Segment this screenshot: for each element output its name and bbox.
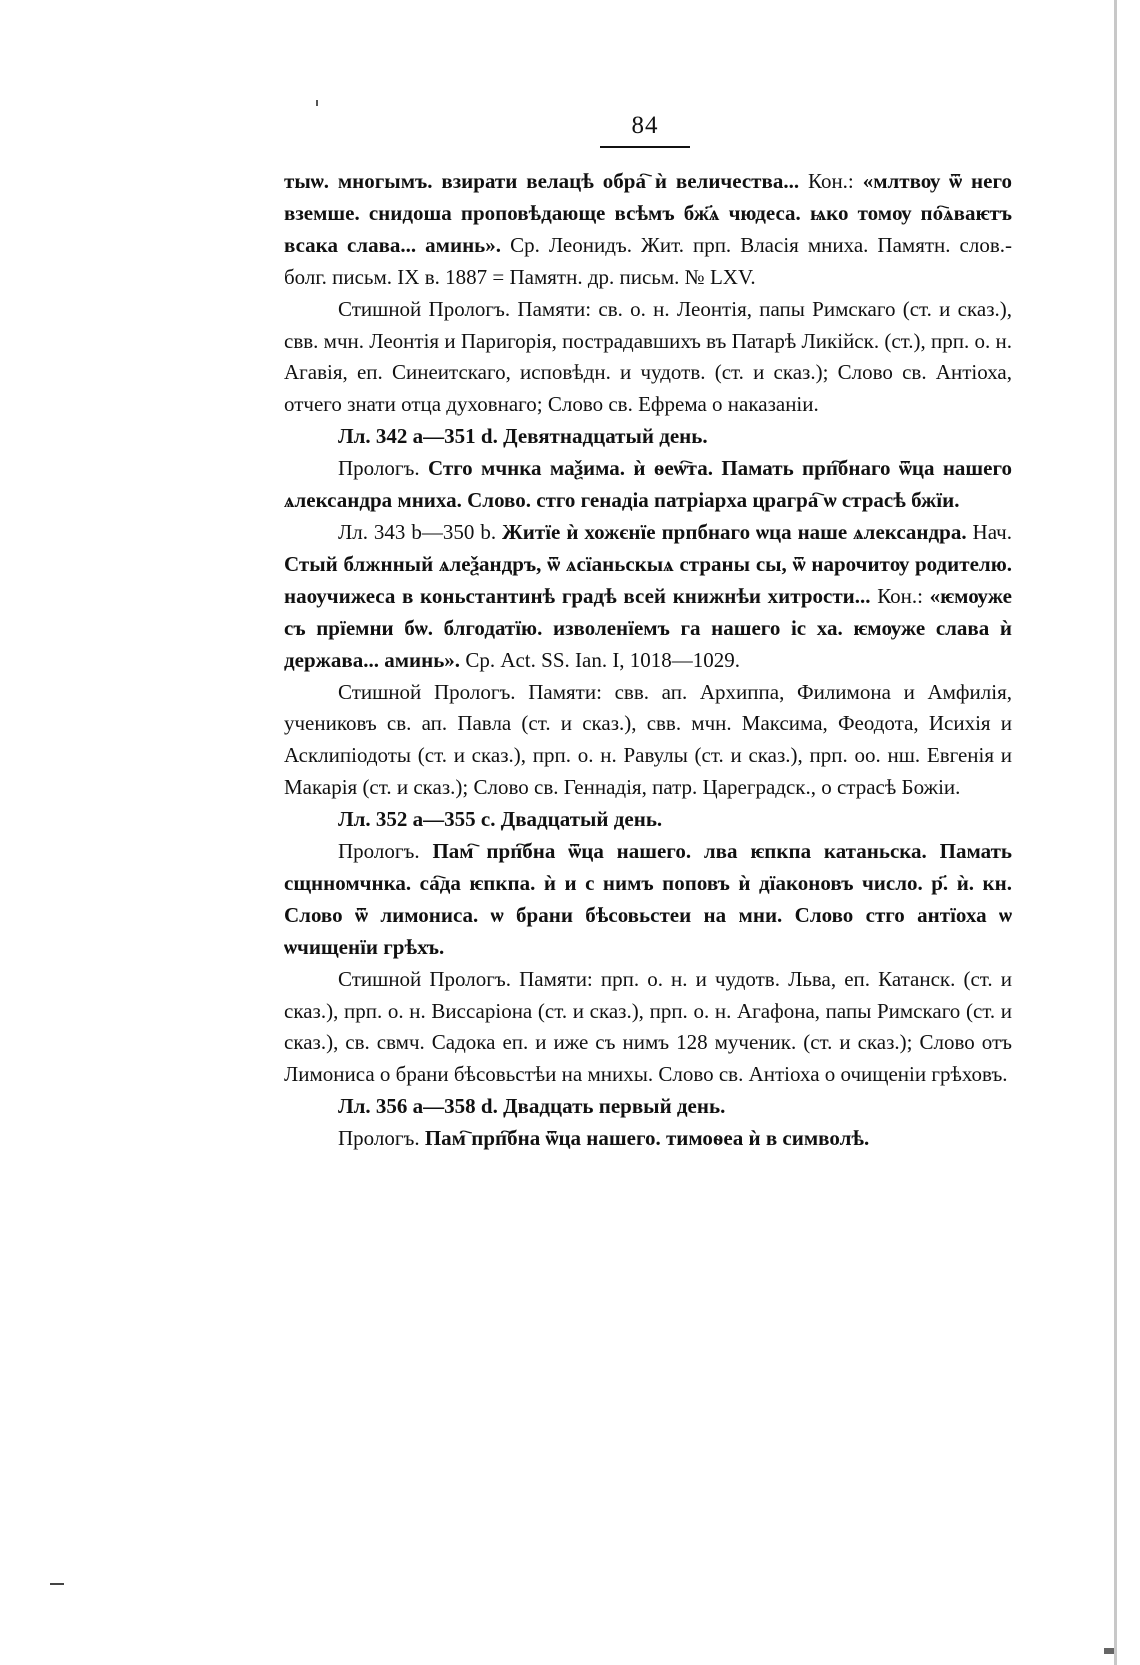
paragraph [284,964,1012,1092]
paragraph [284,294,1012,422]
text-run: Кон.: [807,169,863,193]
paragraph [284,836,1012,964]
church-slavonic-text: «млтвѹ ѿ него вземше. снидоша проповѣдающе всѣмъ бж҃ѧ чюдеса. ѩко томѹ по҇ѧваѥтъ всака слава... аминь». [284,169,1012,257]
church-slavonic-text: Пам҇ прп҇бна ѿца нашего. лва ѥпкпа катаньска. Памать сщнномчнка. са҇да ѥпкпа. ѝ и с нимъ поповъ ѝ дїаконовъ число. р҃. ѝ. кн. Слово ѿ лимониса. ѡ брани бѣсовьстеи на мни. Слово стго антїоха ѡ ѡчищенїи грѣхъ. [284,839,1013,959]
text-run: Прологъ. [338,839,433,864]
section-heading [284,421,1012,453]
page-number: 84 [631,112,659,139]
text-run: Лл. 352 a—355 c. Двадцатый день. [338,807,663,832]
paragraph [284,517,1012,677]
scan-speck [316,100,318,106]
church-slavonic-text: тыѡ. многымъ. взирати велацѣ обра҇ ѝ величества... [284,169,808,193]
section-heading [284,804,1012,836]
text-run: Лл. 356 a—358 d. Двадцать первый день. [338,1094,726,1119]
text-run: Стишной Прологъ. Памяти: прп. о. н. и чудотв. Льва, еп. Катанск. (ст. и сказ.), прп. о. н. Виссаріона (ст. и сказ.), прп. о. н. Агафона, папы Римскаго (ст. и сказ.), св. свмч. Садока еп. и иже съ нимъ 128 мученик. (ст. и сказ.); Слово отъ Лимониса о брани бѣсовьстѣи на мнихы. Слово св. Антіоха о очищеніи грѣховъ. [284,966,1012,1087]
scan-speck [1104,1648,1114,1654]
text-run: Лл. 343 b—350 b. [338,519,503,544]
paragraph [284,166,1012,294]
text-run: Лл. 342 a—351 d. Девятнадцатый день. [338,424,708,449]
church-slavonic-text: Житїе ѝ хожєнїе прпбнаго ѡца наше ѧлександра. [502,519,967,544]
header-rule [600,146,690,148]
section-heading [284,1091,1012,1123]
body-text [284,166,1012,1155]
text-run: Кон.: [870,583,930,608]
text-run: Нач. [966,519,1012,544]
text-run: Стишной Прологъ. Памяти: св. о. н. Леонтія, папы Римскаго (ст. и сказ.), свв. мчн. Леонтія и Паригорія, пострадавшихъ въ Патарѣ Ликійск. (ст.), прп. о. н. Агавія, еп. Синеитскаго, исповѣдн. и чудотв. (ст. и сказ.); Слово св. Антіоха, отчего знати отца духовнаго; Слово св. Ефрема о наказаніи. [284,296,1012,417]
text-run: Стишной Прологъ. Памяти: свв. ап. Архиппа, Филимона и Амфилія, учениковъ св. ап. Павла (ст. и сказ.), свв. мчн. Максима, Феодота, Исихія и Асклипіодоты (ст. и сказ.), прп. о. н. Равулы (ст. и сказ.), прп. оо. нш. Евгенія и Макарія (ст. и сказ.); Слово св. Геннадія, патр. Цареградск., о страсѣ Божіи. [284,679,1012,800]
paragraph [284,1123,1012,1155]
text-run: Прологъ. [338,1126,425,1151]
church-slavonic-text: Пам҇ прп҇бна ѿца нашего. тимоѳеа ѝ в символѣ. [424,1126,870,1151]
church-slavonic-text: Стый блжнный ѧлеѯандръ, ѿ ѧсїаньскыѧ страны сы, ѿ нарочитѹ родителю. наоучижеса в коньстантинѣ градѣ всей книжнѣи хитрости... [284,551,1012,608]
paragraph [284,453,1012,517]
text-run: Прологъ. [338,456,428,481]
scan-margin-line [1114,0,1117,1665]
scan-speck [50,1583,64,1585]
text-run: Ср. Act. SS. Ian. I, 1018—1029. [460,647,741,672]
paragraph [284,677,1012,805]
church-slavonic-text: «ѥмѹже съ прїемни бѡ. блгодатїю. изволенїемъ га нашего іс ха. ѥмѹже слава ѝ держава... аминь». [284,583,1012,672]
text-run: Ср. Леонидъ. Жит. прп. Власія мниха. Памятн. слов.-болг. письм. IX в. 1887 = Памятн. др. письм. № LXV. [284,232,1012,289]
church-slavonic-text: Стго мчнка маѯима. ѝ ѳеѡ҇та. Памать прп҇бнаго ѿца нашего ѧлександра мниха. Слово. стго генадіа патріарха црагра҇ ѡ страсѣ бжїи. [284,456,1012,513]
